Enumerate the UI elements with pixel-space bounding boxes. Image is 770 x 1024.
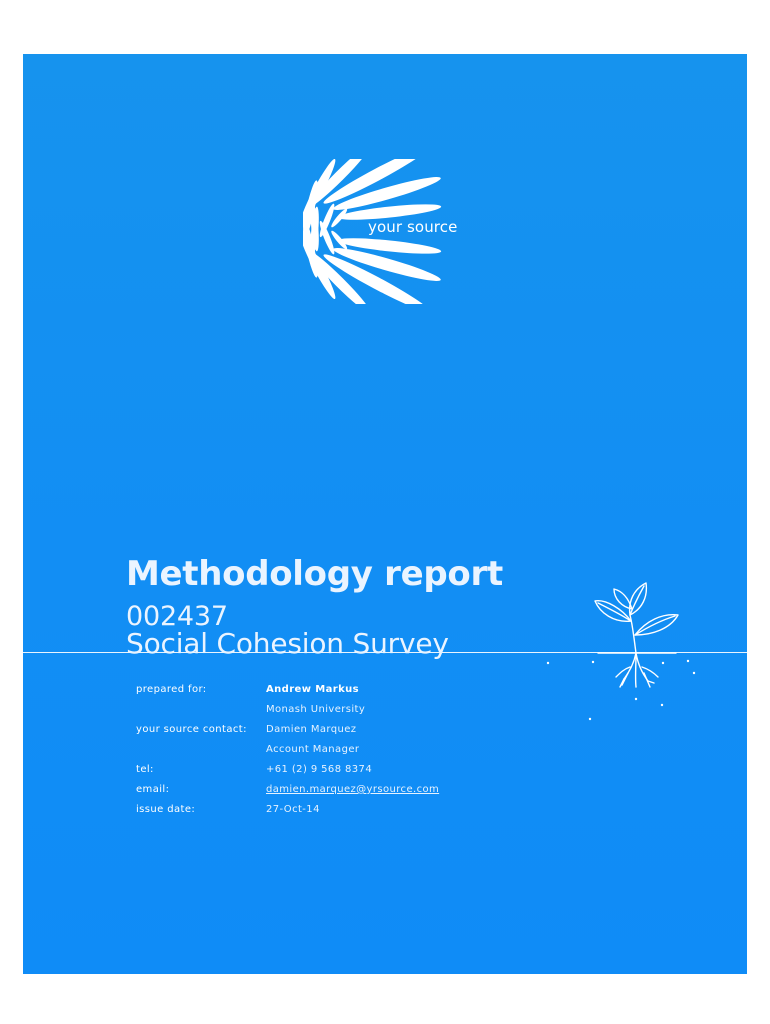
report-title: Methodology report	[126, 554, 503, 594]
issue-date-value: 27-Oct-14	[266, 804, 320, 815]
email-label: email:	[136, 784, 170, 795]
tel-value: +61 (2) 9 568 8374	[266, 764, 373, 775]
contact-label: your source contact:	[136, 724, 247, 735]
contact-role: Account Manager	[266, 744, 360, 755]
report-cover	[23, 54, 747, 974]
seedling-plant-icon	[538, 569, 723, 729]
prepared-for-label: prepared for:	[136, 684, 207, 695]
contact-name: Damien Marquez	[266, 724, 357, 735]
brand-name: your source	[368, 218, 458, 236]
prepared-for-name: Andrew Markus	[266, 684, 360, 695]
issue-date-label: issue date:	[136, 804, 196, 815]
report-id: 002437	[126, 601, 228, 632]
email-link[interactable]: damien.marquez@yrsource.com	[266, 784, 440, 795]
report-name: Social Cohesion Survey	[126, 627, 449, 660]
tel-label: tel:	[136, 764, 154, 775]
prepared-for-org: Monash University	[266, 704, 366, 715]
